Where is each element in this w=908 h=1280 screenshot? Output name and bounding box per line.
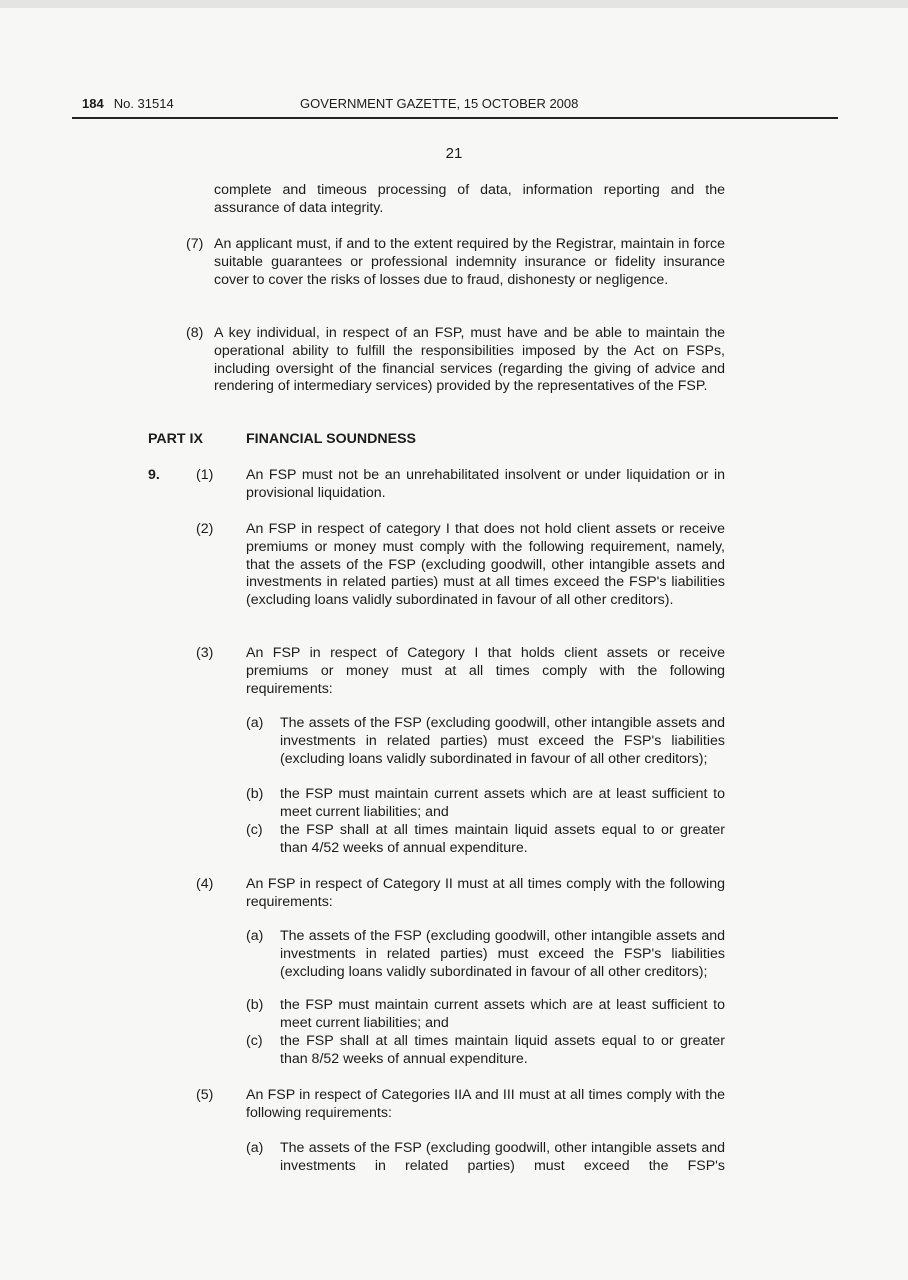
clause-7-label: (7): [186, 236, 204, 252]
subsection-2-label: (2): [196, 521, 214, 537]
subsection-2-text: An FSP in respect of category I that does not hold client assets or receive premiums or money must comply with the following requirement, namely, that the assets of the FSP (excluding goodwill, other intangible assets and investments in related parties) must at all times exceed the FSP's liabilities (excluding loans validly subordinated in favour of all other creditors).: [246, 521, 725, 609]
gazette-title: GOVERNMENT GAZETTE, 15 OCTOBER 2008: [300, 96, 579, 111]
subsection-3-text: An FSP in respect of Category I that holds client assets or receive premiums or money must at all times comply with the following requirements:: [246, 645, 725, 697]
scan-top-band: [0, 0, 908, 8]
page-header: [82, 96, 579, 111]
subsection-1-label: (1): [196, 467, 214, 483]
gazette-issue-number: No. 31514: [113, 96, 174, 111]
subsection-3-label: (3): [196, 645, 214, 661]
clause-7-text: An applicant must, if and to the extent required by the Registrar, maintain in force suitable guarantees or professional indemnity insurance or fidelity insurance cover to cover the risks of losses due to fraud, dishonesty or negligence.: [214, 236, 725, 288]
subsection-4-item-c-text: the FSP shall at all times maintain liquid assets equal to or greater than 8/52 weeks of annual expenditure.: [280, 1033, 725, 1067]
subsection-1-text: An FSP must not be an unrehabilitated insolvent or under liquidation or in provisional liquidation.: [246, 467, 725, 501]
subsection-4-item-c-label: (c): [246, 1033, 263, 1049]
subsection-5-text: An FSP in respect of Categories IIA and III must at all times comply with the following requirements:: [246, 1087, 725, 1121]
continued-paragraph: complete and timeous processing of data, information reporting and the assurance of data integrity.: [214, 182, 725, 216]
section-number: 9.: [148, 467, 160, 483]
subsection-4-label: (4): [196, 876, 214, 892]
subsection-4-item-a-text: The assets of the FSP (excluding goodwill, other intangible assets and investments in related parties) must exceed the FSP's liabilities (excluding loans validly subordinated in favour of all other creditors);: [280, 928, 725, 980]
subsection-3-item-c-label: (c): [246, 822, 263, 838]
subsection-4-text: An FSP in respect of Category II must at all times comply with the following requirements:: [246, 876, 725, 910]
subsection-4-item-b-label: (b): [246, 997, 264, 1013]
subsection-4-item-b-text: the FSP must maintain current assets which are at least sufficient to meet current liabilities; and: [280, 997, 725, 1031]
clause-8-label: (8): [186, 325, 204, 341]
subsection-5-item-a-label: (a): [246, 1140, 264, 1156]
subsection-3-item-b-label: (b): [246, 786, 264, 802]
subsection-5-label: (5): [196, 1087, 214, 1103]
subsection-3-item-c-text: the FSP shall at all times maintain liquid assets equal to or greater than 4/52 weeks of annual expenditure.: [280, 822, 725, 856]
part-title: FINANCIAL SOUNDNESS: [246, 431, 417, 447]
subsection-3-item-b-text: the FSP must maintain current assets which are at least sufficient to meet current liabilities; and: [280, 786, 725, 820]
subsection-5-item-a-text: The assets of the FSP (excluding goodwill, other intangible assets and investments in related parties) must exceed the FSP's: [280, 1140, 725, 1174]
inner-page-number: 21: [445, 145, 463, 162]
subsection-3-item-a-text: The assets of the FSP (excluding goodwill, other intangible assets and investments in related parties) must exceed the FSP's liabilities (excluding loans validly subordinated in favour of all other creditors);: [280, 715, 725, 767]
gazette-page-number: 184: [82, 96, 104, 111]
subsection-4-item-a-label: (a): [246, 928, 264, 944]
header-rule: [72, 117, 838, 119]
clause-8-text: A key individual, in respect of an FSP, must have and be able to maintain the operational ability to fulfill the responsibilities imposed by the Act on FSPs, including oversight of the financial services (regarding the giving of advice and rendering of intermediary services) provided by the representatives of the FSP.: [214, 325, 725, 395]
subsection-3-item-a-label: (a): [246, 715, 264, 731]
part-label: PART IX: [148, 431, 203, 447]
